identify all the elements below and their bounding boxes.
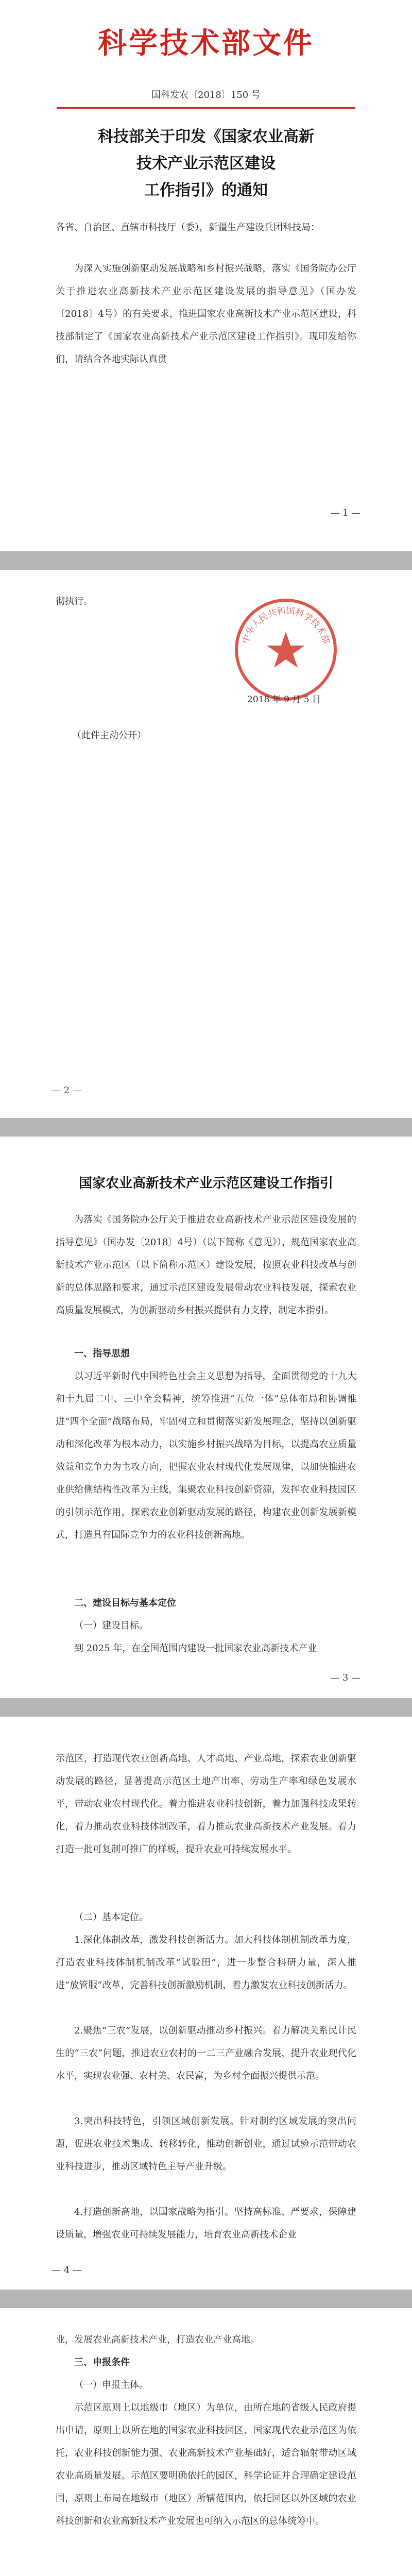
addressee: 各省、自治区、直辖市科技厅（委），新疆生产建设兵团科技局： <box>56 222 320 233</box>
page-3-title: 国家农业高新技术产业示范区建设工作指引 <box>78 1176 333 1191</box>
page-2-closing: 彻执行。 <box>56 596 93 607</box>
page-5-subheading-1: （一）申报主体。 <box>74 2380 148 2391</box>
page-4-paragraph-4: 2.聚焦“三农”发展，以创新驱动推动乡村振兴。着力解决关系民计民生的“三农”问题，推进农业农村的一二三产业融合发展，提升农业现代化水平，实现农业强、农村美、农民富，为乡村全面振兴提供示范。 <box>56 2025 356 2081</box>
page-4-paragraph-1: 示范区，打造现代农业创新高地、人才高地、产业高地，探索农业创新驱动发展的路径，显著提高示范区土地产出率、劳动生产率和绿色发展水平，带动农业农村现代化。着力推进农业科技创新，着力加强科技成果转化，着力推动农业科技体制改革，着力推动农业高新技术产业发展。着力打造一批可复制可推广的样板，提升农业可持续发展水平。 <box>56 1753 356 1855</box>
page-3-paragraph-3: 到 2025 年，在全国范围内建设一批国家农业高新技术产业 <box>74 1643 317 1654</box>
notice-title <box>0 124 412 204</box>
page-number-4: — 4 — <box>52 2265 82 2276</box>
page-4-paragraph-2: （二）基本定位。 <box>74 1912 148 1923</box>
page-2-date: 2018 年 9 月 5 日 <box>247 694 321 705</box>
page-3-subheading-1: （一）建设目标。 <box>74 1620 148 1631</box>
seal-text: 中华人民共和国科学技术部 <box>240 605 332 645</box>
page-gap <box>0 551 412 570</box>
page-1-paragraph: 为深入实施创新驱动发展战略和乡村振兴战略，落实《国务院办公厅关于推进农业高新技术产业示范区建设发展的指导意见》（国办发〔2018〕4号）的有关要求，推进国家农业高新技术产业示范区建设，科技部制定了《国家农业高新技术产业示范区建设工作指引》。现印发给你们，请结合各地实际认真贯 <box>56 263 356 365</box>
page-number-2: — 2 — <box>52 1085 82 1096</box>
notice-title-line-1: 科技部关于印发《国家农业高新 <box>98 128 314 146</box>
page-3 <box>0 1137 412 1698</box>
page-5 <box>0 2308 412 2576</box>
page-number-3: — 3 — <box>330 1672 360 1683</box>
official-seal-icon <box>232 596 340 704</box>
page-3-heading-1: 一、指导思想 <box>74 1348 130 1359</box>
header-red-rule <box>57 107 355 109</box>
page-2-disclosure: （此件主动公开） <box>72 730 146 741</box>
page-5-paragraph-2: 示范区原则上以地级市（地区）为单位，由所在地的省级人民政府提出申请，原则上以所在地的国家农业科技园区、国家现代农业示范区为依托，农业科技创新能力强、农业高新技术产业基础好，适合辐射带动区域农业高质量发展。示范区要明确依托的园区，科学论证并合理确定建设范围，原则上布局在地级市（地区）所辖范围内，依托园区以外区域的农业科技创新和农业高新技术产业发展也可纳入示范区的总体统筹中。 <box>56 2402 356 2527</box>
page-gap <box>0 2290 412 2308</box>
page-1 <box>0 0 412 551</box>
document-number: 国科发农〔2018〕150 号 <box>151 90 261 100</box>
page-2 <box>0 570 412 1118</box>
page-3-paragraph-1: 为落实《国务院办公厅关于推进农业高新技术产业示范区建设发展的指导意见》（国办发〔2018〕4号）（以下简称《意见》），规范国家农业高新技术产业示范区（以下简称示范区）建设发展，按照农业科技改革与创新的总体思路和要求，通过示范区建设发展带动农业科技发展，探索农业高质量发展模式，为创新驱动乡村振兴提供有力支撑，制定本指引。 <box>56 1214 356 1316</box>
document-header-title: 科学技术部文件 <box>98 26 314 60</box>
page-3-paragraph-2: 以习近平新时代中国特色社会主义思想为指导，全面贯彻党的十九大和十九届二中、三中全会精神，统筹推进“五位一体”总体布局和协调推进“四个全面”战略布局，牢固树立和贯彻落实新发展理念，坚持以创新驱动和深化改革为根本动力，以实施乡村振兴战略为目标，以提高农业质量效益和竞争力为主攻方向，把握农业农村现代化发展规律，以加快推进农业供给侧结构性改革为主线，集聚农业科技创新资源，发挥农业科技园区的引领示范作用，探索农业创新驱动发展的路径，构建农业创新发展新模式，打造具有国际竞争力的农业科技创新高地。 <box>56 1371 356 1540</box>
page-gap <box>0 1698 412 1717</box>
page-number-1: — 1 — <box>330 507 360 518</box>
page-gap <box>0 1118 412 1137</box>
page-4-paragraph-6: 4.打造创新高地，以国家战略为指引。坚持高标准、严要求，保障建设质量，增强农业可持续发展能力，培育农业高新技术企业 <box>56 2207 356 2240</box>
page-4-paragraph-3: 1.深化体制改革，激发科技创新活力。加大科技体制机制改革力度，打造农业科技体制机制改革“试验田”，进一步整合科研力量，深入推进“放管服”改革，完善科技创新激励机制，着力激发农业科技创新活力。 <box>56 1935 356 1991</box>
page-5-paragraph-1: 业，发展农业高新技术产业，打造农业产业高地。 <box>56 2334 260 2345</box>
page-4 <box>0 1717 412 2290</box>
page-3-heading-2: 二、建设目标与基本定位 <box>74 1598 176 1608</box>
page-5-heading-1: 三、申报条件 <box>74 2357 130 2368</box>
notice-title-line-2: 技术产业示范区建设 <box>136 155 276 173</box>
notice-title-line-3: 工作指引》的通知 <box>144 181 268 199</box>
page-4-paragraph-5: 3.突出科技特色，引领区域创新发展。针对制约区域发展的突出问题，促进农业技术集成、转移转化，推动创新创业，通过试验示范带动农业科技进步，推动区域特色主导产业升级。 <box>56 2116 356 2172</box>
